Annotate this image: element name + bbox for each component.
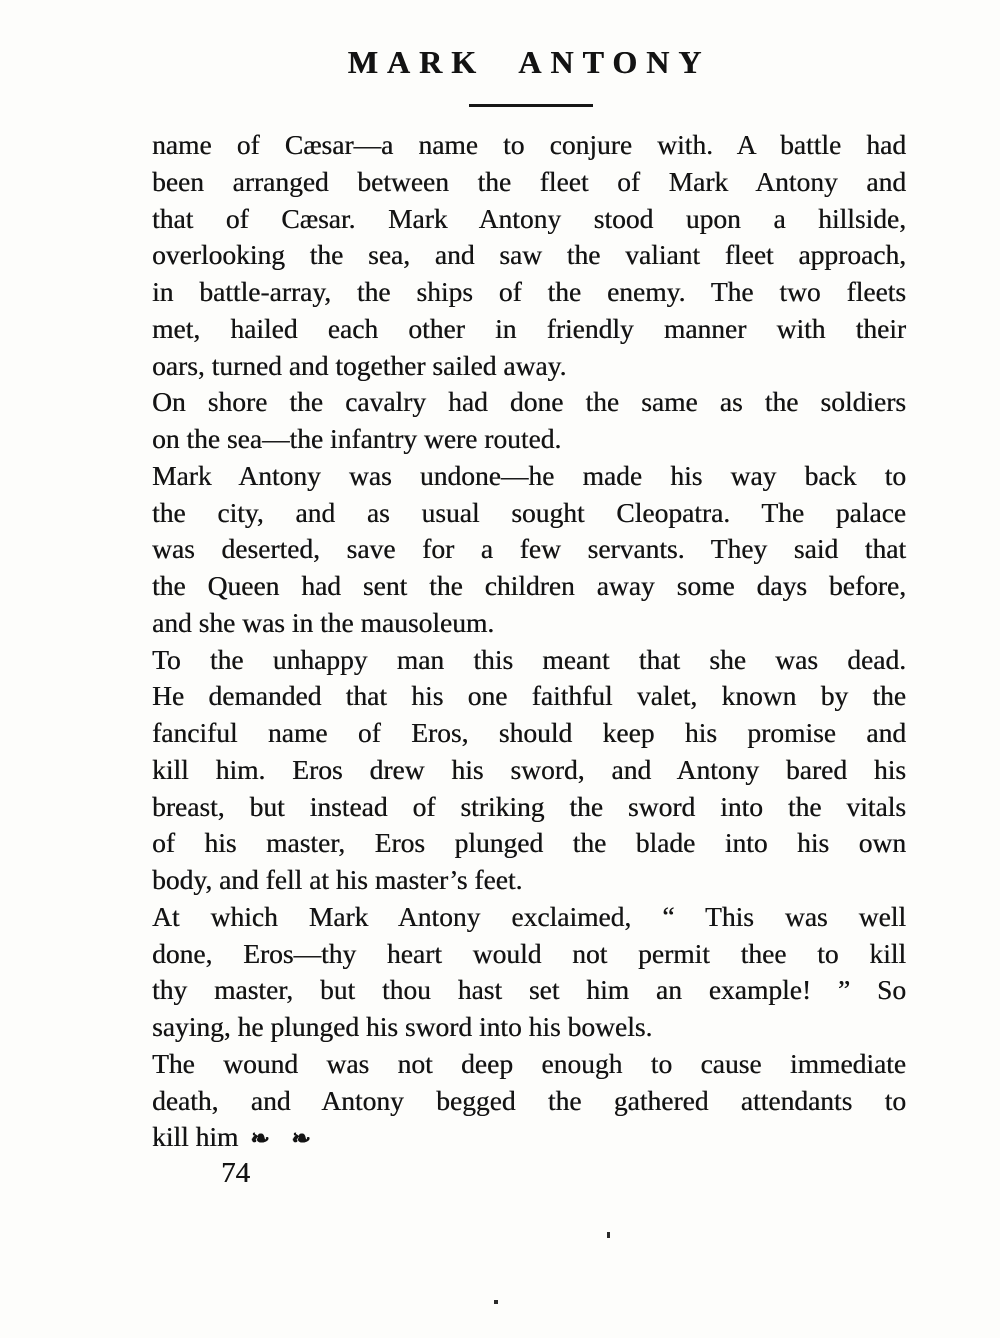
text-line: body, and fell at his master’s feet. (152, 864, 523, 895)
text-line: the Queen had sent the children away some days before, (152, 570, 906, 601)
text-line: kill him. Eros drew his sword, and Antony bared his (152, 753, 906, 785)
text-line: that of Cæsar. Mark Antony stood upon a hillside, (152, 202, 906, 234)
text-line: met, hailed each other in friendly manner with their (152, 312, 906, 344)
text-line: To the unhappy man this meant that she was dead. (152, 643, 906, 675)
scan-speck (607, 1232, 610, 1238)
paragraph (152, 384, 906, 458)
paragraph (152, 458, 906, 642)
paragraph (152, 642, 906, 899)
page-title: MARK ANTONY (347, 44, 711, 80)
text-line: Mark Antony was undone—he made his way back to (152, 459, 906, 491)
text-line: On shore the cavalry had done the same as the soldiers (152, 386, 906, 418)
text-line: breast, but instead of striking the sword into the vitals (152, 790, 906, 822)
text-line: oars, turned and together sailed away. (152, 349, 567, 381)
text-line: death, and Antony begged the gathered attendants to (152, 1084, 906, 1116)
paragraph (152, 1046, 906, 1156)
text-line: been arranged between the fleet of Mark Antony and (152, 165, 906, 197)
title-divider-rule (469, 104, 593, 107)
text-line-fragment: kill him (152, 1121, 239, 1153)
paragraph (152, 899, 906, 1046)
text-line: overlooking the sea, and saw the valiant fleet approach, (152, 239, 906, 271)
text-line: was deserted, save for a few servants. They said that (152, 533, 906, 565)
text-line: the city, and as usual sought Cleopatra. The palace (152, 496, 906, 528)
fleuron-ornament-icon: ❧ ❧ (250, 1126, 319, 1152)
page-number: 74 (221, 1157, 250, 1189)
scan-speck (494, 1300, 498, 1304)
text-line: At which Mark Antony exclaimed, “ This was well (152, 900, 906, 932)
text-line: done, Eros—thy heart would not permit thee to kill (152, 937, 906, 969)
text-line: fanciful name of Eros, should keep his promise and (152, 717, 906, 748)
text-line: The wound was not deep enough to cause immediate (152, 1047, 906, 1079)
text-line (152, 1119, 906, 1156)
text-line: name of Cæsar—a name to conjure with. A battle had (152, 129, 906, 160)
text-line: of his master, Eros plunged the blade into his own (152, 827, 906, 859)
text-line: He demanded that his one faithful valet, known by the (152, 680, 906, 712)
paragraph (152, 127, 906, 384)
text-line: thy master, but thou hast set him an example! ” So (152, 974, 906, 1006)
text-line: saying, he plunged his sword into his bowels. (152, 1011, 653, 1042)
body-text (152, 127, 906, 1156)
text-line: and she was in the mausoleum. (152, 606, 495, 638)
text-line: on the sea—the infantry were routed. (152, 423, 562, 454)
text-line: in battle-array, the ships of the enemy. The two fleets (152, 276, 906, 307)
